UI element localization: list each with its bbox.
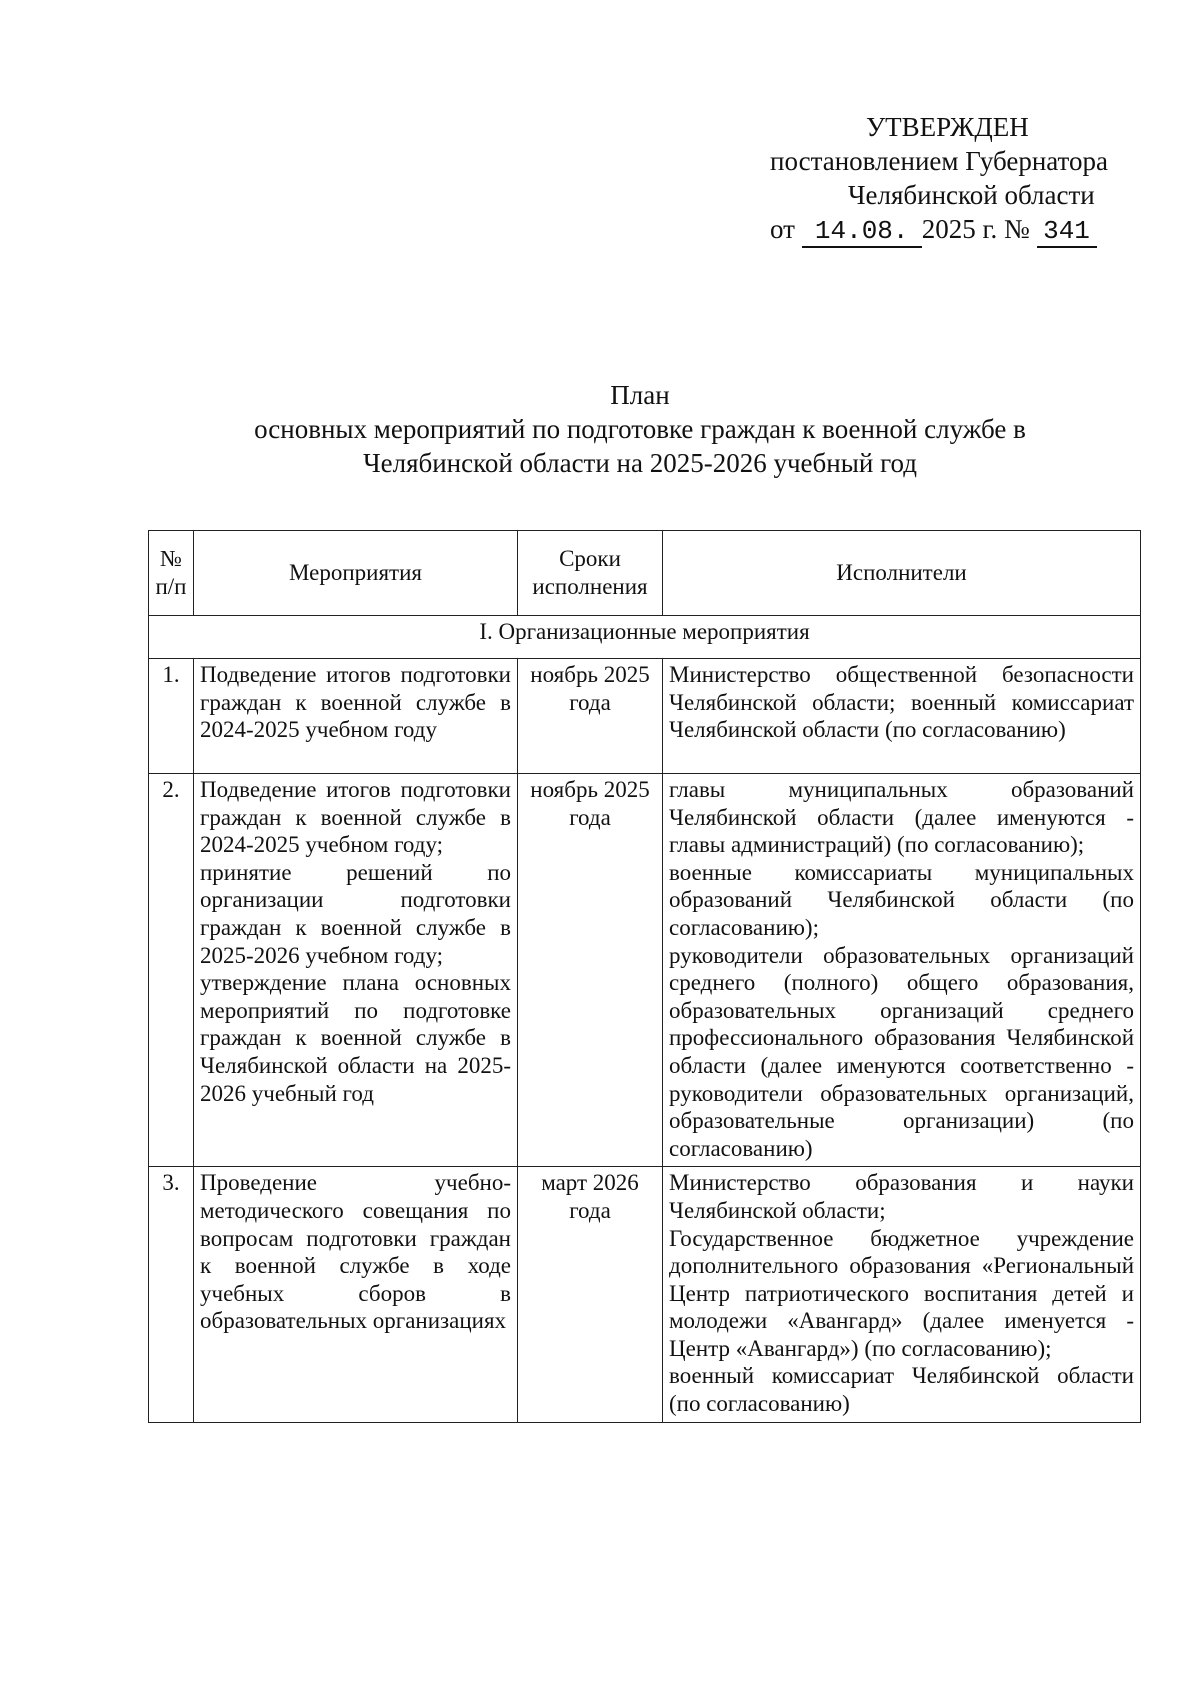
row-activity: Подведение итогов подготовки граждан к военной службе в 2024-2025 учебном году [194, 659, 518, 774]
header-executors: Исполнители [663, 531, 1141, 616]
executor-part: военные комиссариаты муниципальных образований Челябинской области (по согласованию); [669, 859, 1134, 940]
executor-part: Государственное бюджетное учреждение дополнительного образования «Региональный Центр патриотического воспитания детей и молодежи «Авангард» (далее именуется - Центр «Авангард») (по согласованию); [669, 1225, 1134, 1361]
title-line-3: Челябинской области на 2025-2026 учебный год [363, 448, 917, 478]
section-title: I. Организационные мероприятия [149, 616, 1141, 659]
table-header-row [149, 531, 1141, 616]
row-executors: Министерство общественной безопасности Челябинской области; военный комиссариат Челябинской области (по согласованию) [663, 659, 1141, 774]
from-label: от [770, 214, 795, 244]
approved-heading: УТВЕРЖДЕН [866, 112, 1029, 142]
approved-by-line: постановлением Губернатора [770, 146, 1108, 176]
executor-part: военный комиссариат Челябинской области (по согласованию) [669, 1363, 1134, 1417]
table-row [149, 774, 1141, 1167]
row-deadline: март 2026 года [518, 1167, 663, 1422]
header-deadline: Сроки исполнения [518, 531, 663, 616]
row-number: 1. [149, 659, 194, 774]
plan-table [148, 530, 1141, 1423]
header-num: № п/п [149, 531, 194, 616]
executor-part: Министерство образования и науки Челябинской области; [669, 1170, 1134, 1223]
row-number: 3. [149, 1167, 194, 1422]
document-title [150, 378, 1130, 480]
year-suffix: 2025 г. № [921, 214, 1030, 244]
approval-stamp [770, 110, 1150, 248]
approval-date-line [770, 212, 1150, 248]
row-activity: Проведение учебно-методического совещания по вопросам подготовки граждан к военной службе в ходе учебных сборов в образовательных организациях [194, 1167, 518, 1422]
title-line-1: План [610, 380, 670, 410]
approval-number: 341 [1037, 216, 1097, 248]
title-line-2: основных мероприятий по подготовке граждан к военной службе в [254, 414, 1026, 444]
approval-date: 14.08. [802, 216, 922, 248]
activity-part: Подведение итогов подготовки граждан к военной службе в 2024-2025 учебном году; [200, 777, 511, 858]
approved-region-line: Челябинской области [848, 180, 1095, 210]
row-executors [663, 1167, 1141, 1422]
activity-part: принятие решений по организации подготовки граждан к военной службе в 2025-2026 учебном году; [200, 859, 511, 968]
row-executors [663, 774, 1141, 1167]
executor-part: руководители образовательных организаций среднего (полного) общего образования, образовательных организаций среднего профессионального образования Челябинской области (далее именуются соответственно - руководители образовательных организаций, образовательные организации) (по согласованию) [669, 942, 1134, 1161]
section-row [149, 616, 1141, 659]
row-activity [194, 774, 518, 1167]
table-row [149, 659, 1141, 774]
executor-part: главы муниципальных образований Челябинской области (далее именуются - главы администраций) (по согласованию); [669, 777, 1134, 858]
table-row [149, 1167, 1141, 1422]
activity-part: утверждение плана основных мероприятий по подготовке граждан к военной службе в Челябинской области на 2025-2026 учебный год [200, 970, 511, 1106]
row-deadline: ноябрь 2025 года [518, 774, 663, 1167]
row-number: 2. [149, 774, 194, 1167]
row-deadline: ноябрь 2025 года [518, 659, 663, 774]
header-activities: Мероприятия [194, 531, 518, 616]
